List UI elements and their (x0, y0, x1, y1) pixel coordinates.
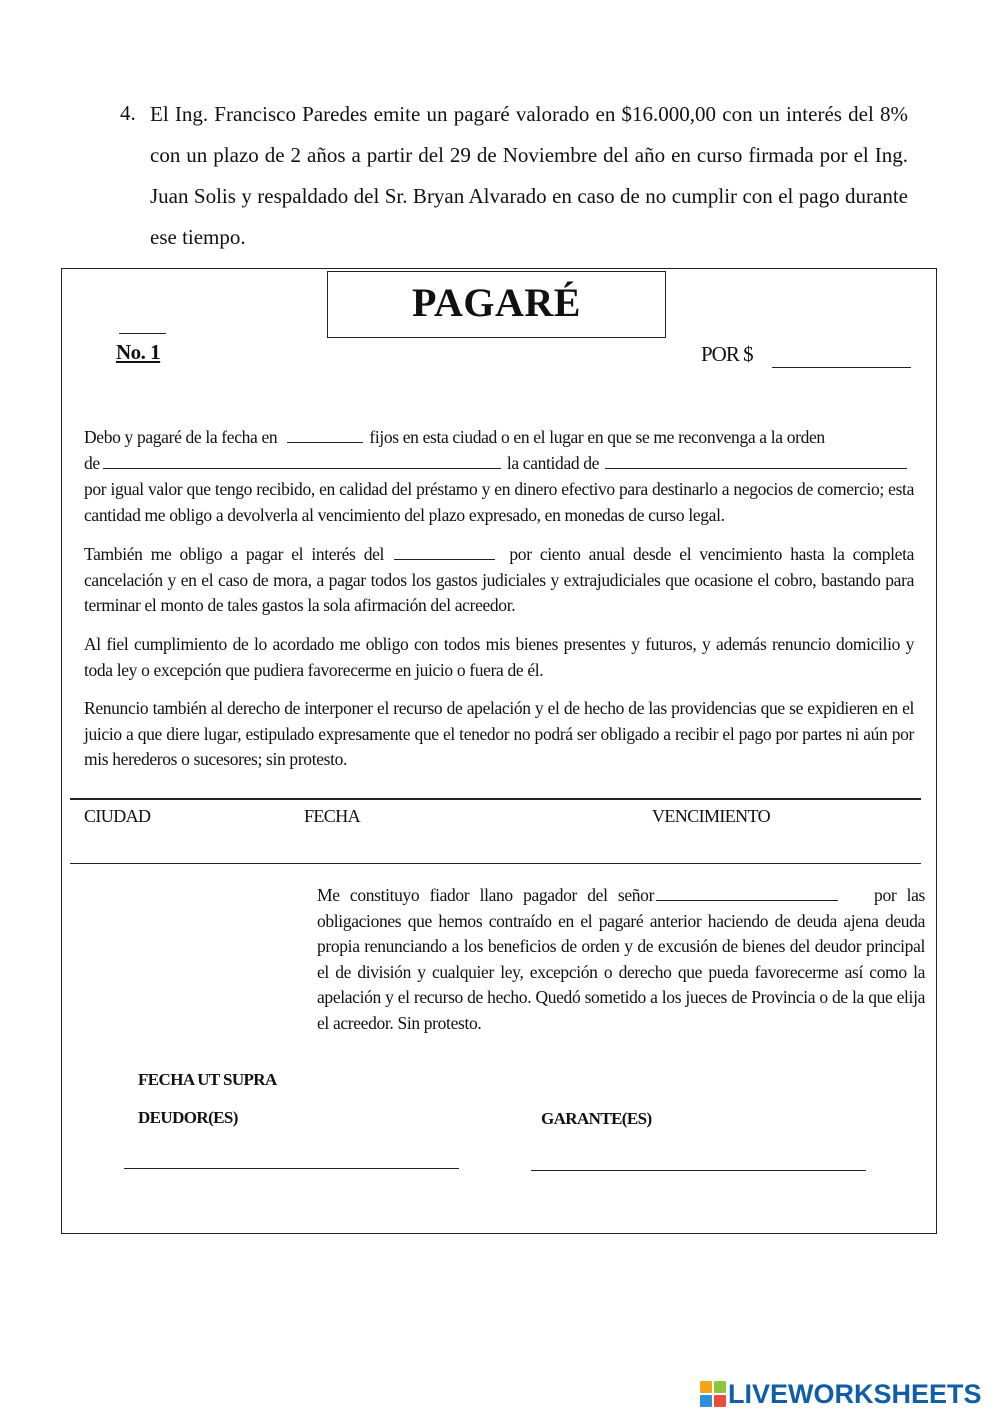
waiver-paragraph: Renuncio también al derecho de interponer el recurso de apelación y el de hecho de las providencias que se expidieren en el juicio a que diere lugar, estipulado expresamente que el tenedor no podrá ser obligado a recibir el pago por partes ni aún por mis herederos o sucesores; sin protesto. (84, 698, 914, 769)
ciudad-field-label[interactable]: CIUDAD (84, 806, 151, 826)
note-title: PAGARÉ (412, 280, 581, 325)
clause-line-1 (84, 425, 914, 451)
interest-paragraph (84, 542, 914, 619)
note-title-box (327, 271, 666, 338)
guarantor-paragraph-start: Me constituyo fiador llano pagador del señor (317, 885, 655, 905)
interest-rate-blank[interactable] (394, 542, 495, 560)
guarantor-label: GARANTE(ES) (541, 1109, 652, 1128)
guarantor-paragraph (317, 883, 925, 1036)
amount-blank[interactable] (772, 367, 911, 368)
interest-paragraph-end: por ciento anual desde el vencimiento hasta la completa cancelación y en el caso de mora, a pagar todos los gastos judiciales y extrajudiciales que ocasione el cobro, bastando para terminar el monto de tales gastos la sola afirmación del acreedor. (84, 544, 915, 615)
liveworksheets-wordmark: LIVEWORKSHEETS (728, 1378, 982, 1409)
payee-blank[interactable] (103, 451, 501, 469)
debtor-signature-line[interactable] (124, 1168, 459, 1169)
logo-square-2 (714, 1381, 726, 1393)
amount-words-blank[interactable] (605, 451, 907, 469)
vencimiento-field-label[interactable]: VENCIMIENTO (652, 806, 771, 826)
fields-bottom-rule (70, 863, 921, 864)
interest-paragraph-start: También me obligo a pagar el interés del (84, 544, 385, 564)
fecha-ut-supra-label: FECHA UT SUPRA (138, 1070, 277, 1089)
days-blank[interactable] (287, 425, 363, 443)
fecha-field-label[interactable]: FECHA (304, 806, 361, 826)
guarantor-paragraph-end: por las obligaciones que hemos contraído en el pagaré anterior haciendo de deuda ajena deuda propia renunciando a los beneficios de orden y de excusión de bienes del deudor principal el de división y cualquier ley, excepción o derecho que pueda favorecerme así como la apelación y el recurso de hecho. Quedó sometido a los jueces de Provincia o de la que elija el acreedor. Sin protesto. (317, 885, 925, 1033)
logo-square-3 (700, 1395, 712, 1407)
logo-square-4 (714, 1395, 726, 1407)
amount-label: POR $ (701, 342, 753, 366)
exercise-number: 4. (120, 101, 136, 125)
clause-line-1-end: fijos en esta ciudad o en el lugar en que se me reconvenga a la orden (369, 427, 825, 447)
clause-line-2-mid: la cantidad de (506, 453, 600, 473)
clause-body: por igual valor que tengo recibido, en calidad del préstamo y en dinero efectivo para destinarlo a negocios de comercio; esta cantidad me obligo a devolverla al vencimiento del plazo expresado, en monedas de curso legal. (84, 479, 914, 525)
debtor-label: DEUDOR(ES) (138, 1108, 238, 1127)
logo-square-1 (700, 1381, 712, 1393)
exercise-statement: El Ing. Francisco Paredes emite un pagaré valorado en $16.000,00 con un interés del 8% con un plazo de 2 años a partir del 29 de Noviembre del año en curso firmada por el Ing. Juan Solis y respaldado del Sr. Bryan Alvarado en caso de no cumplir con el pago durante ese tiempo. (150, 102, 908, 249)
guarantor-signature-line[interactable] (531, 1170, 866, 1171)
clause-line-2-start: de (84, 453, 100, 473)
liveworksheets-brand[interactable] (700, 1376, 982, 1412)
assets-paragraph: Al fiel cumplimiento de lo acordado me obligo con todos mis bienes presentes y futuros, y además renuncio domicilio y toda ley o excepción que pudiera favorecerme en juicio o fuera de él. (84, 634, 914, 680)
note-number: No. 1 (116, 340, 161, 364)
clause-line-1-start: Debo y pagaré de la fecha en (84, 427, 278, 447)
number-overline (119, 333, 166, 334)
fields-top-rule (70, 798, 921, 800)
guarantor-name-blank[interactable] (656, 883, 838, 901)
clause-line-2 (84, 451, 924, 477)
liveworksheets-logo-icon (700, 1381, 726, 1407)
